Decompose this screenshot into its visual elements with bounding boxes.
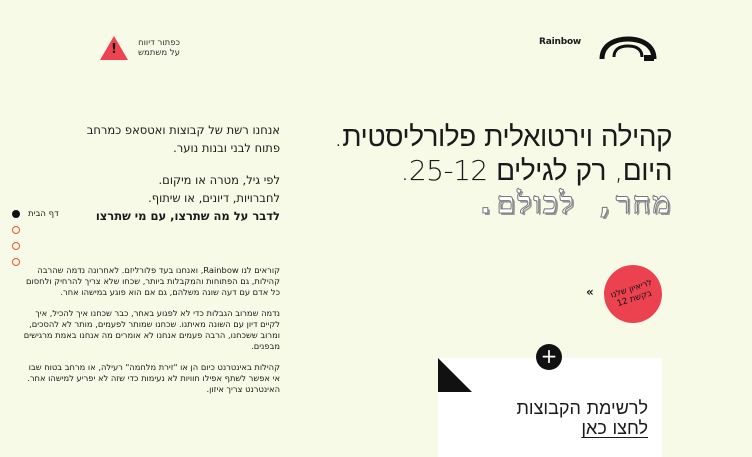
nav-dot-icon xyxy=(12,242,20,250)
brand-name: Rainbow xyxy=(539,37,582,47)
nav-dot-icon xyxy=(12,210,20,218)
side-navigation xyxy=(12,206,59,270)
interview-badge-label: לריאיון שלנו בקשת 12 xyxy=(609,277,654,310)
hero-line-1: קהילה וירטואלית פלורליסטית. xyxy=(333,120,672,153)
intro-paragraph: אנחנו רשת של קבוצות ואטסאפ כמרחב פתוח לבני ובנות נוער. xyxy=(86,123,280,155)
warning-icon: ! xyxy=(100,36,128,60)
plus-icon[interactable]: + xyxy=(536,344,562,370)
report-label: כפתור דיווח על משתמש xyxy=(137,38,180,58)
groups-list-title: לרשימת הקבוצות xyxy=(516,398,648,419)
hero-heading xyxy=(333,120,672,221)
hero-line-2: היום, רק לגילים 25-12. xyxy=(400,154,672,187)
rainbow-logo-icon[interactable] xyxy=(598,35,658,65)
intro-line: לפי גיל, מטרה או מיקום. xyxy=(158,173,280,187)
intro-line: לחברויות, דיונים, או שיתוף. xyxy=(148,191,280,205)
interview-badge-link[interactable] xyxy=(596,257,669,330)
nav-item-label: דף הבית xyxy=(28,208,59,219)
groups-list-card[interactable] xyxy=(438,358,662,457)
groups-list-link[interactable]: לחצו כאן xyxy=(581,418,648,439)
about-text xyxy=(20,265,280,405)
nav-item[interactable] xyxy=(12,222,59,237)
about-paragraph: קוראים לנו Rainbow, ואנחנו בעד פלורליזם. לאחרונה נדמה שהרבה קהילות, גם הפתוחות והמקבלות ביותר, שכחו שלא צריך להרחיק ולחסום כל אדם עם דעה שונה משלהם, גם אם הוא פוגע במישהו אחר. xyxy=(26,265,280,297)
about-paragraph: קהילות באינטרנט כיום הן או "זירת מלחמה" רעילה, או מרחב בטוח שבו אי אפשר לשתף אפילו חוויות לא נעימות כדי שזה לא יפריע למישהו אחר. האינטרנט צריך איזון. xyxy=(27,362,280,394)
hero-line-3: מחר, לכולם. xyxy=(476,186,672,221)
chevron-left-icon: « xyxy=(586,285,594,299)
nav-item-home[interactable] xyxy=(12,206,59,221)
nav-item[interactable] xyxy=(12,238,59,253)
nav-dot-icon xyxy=(12,226,20,234)
report-user-button[interactable] xyxy=(100,36,180,60)
intro-text xyxy=(80,121,280,225)
intro-emphasis: לדבר על מה שתרצו, עם מי שתרצו xyxy=(95,209,280,223)
nav-dot-icon xyxy=(12,258,20,266)
about-paragraph: נדמה שמרוב הגבלות כדי לא לפגוע באחר, כבר שכחנו איך להכיל, איך לקיים דיון עם השונה מאיתנו. שכחנו שמותר לפעמים, מותר לא להסכים, ומרוב ששכחנו, הרבה פעמים אנחנו לא אומרים מה אנחנו באמת מרגישים מבפנים. xyxy=(23,308,280,351)
corner-triangle-icon xyxy=(438,358,472,392)
